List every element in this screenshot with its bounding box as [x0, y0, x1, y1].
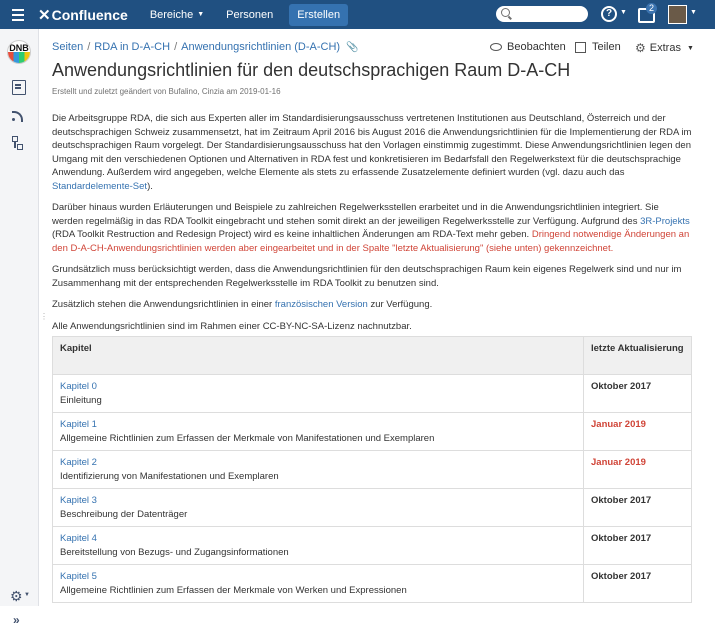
breadcrumb-item[interactable]: Seiten — [52, 41, 84, 53]
watch-button[interactable]: Beobachten — [490, 41, 566, 53]
paragraph-license: Alle Anwendungsrichtlinien sind im Rahmen einer CC-BY-NC-SA-Lizenz nachnutzbar. — [52, 320, 412, 332]
help-icon[interactable]: ? — [601, 6, 617, 22]
update-date: Oktober 2017 — [584, 565, 692, 603]
chapter-link[interactable]: Kapitel 0 — [60, 381, 97, 392]
breadcrumb: Seiten / RDA in D-A-CH / Anwendungsrichtlinien (D-A-CH) 📎 — [52, 41, 359, 53]
more-actions-button[interactable]: ⚙ Extras ▼ — [635, 41, 694, 55]
paragraph-intro: Die Arbeitsgruppe RDA, die sich aus Experten aller im Standardisierungsausschuss vertretenen Institutionen aus Deutschland, Österreich und der deutschsprachigen Schweiz zusammensetzt, hat im Zeitraum April 2016 bis August 2016 die Anwendungsrichtlinien für die Implementierung der RDA im deutschsprachigen Raum vorgelegt. Der Standardisierungsausschuss hat den Vorlagen einstimmig zugestimmt. Diese Anwendungsrichtlinien legen den Umgang mit den verschiedenen Optionen und Alternativen in RDA fest und konkretisieren im Bedarfsfall den Regelwerkstext für die deutschsprachige Anwendung. Außerdem wird angegeben, welche Elemente als stets zu erfassende Zusatzelemente definiert wurden (vgl. dazu auch das Standardelemente-Set). — [52, 113, 692, 192]
chapter-description: Beschreibung der Datenträger — [60, 508, 188, 520]
update-date: Oktober 2017 — [584, 527, 692, 565]
table-row — [53, 375, 692, 413]
search-icon — [501, 8, 510, 17]
chapter-link[interactable]: Kapitel 2 — [60, 457, 97, 468]
update-date: Oktober 2017 — [584, 489, 692, 527]
chapter-description: Allgemeine Richtlinien zum Erfassen der Merkmale von Werken und Expressionen — [60, 584, 407, 596]
update-date: Januar 2019 — [584, 451, 692, 489]
page-byline: Erstellt und zuletzt geändert von Bufalino, Cinzia am 2019-01-16 — [52, 87, 281, 96]
blog-feed-icon[interactable] — [12, 108, 24, 121]
breadcrumb-item[interactable]: RDA in D-A-CH — [94, 41, 171, 53]
gear-icon[interactable]: ⚙ — [10, 588, 23, 604]
table-row — [53, 451, 692, 489]
table-header-row — [53, 337, 692, 375]
share-button[interactable]: Teilen — [575, 41, 621, 53]
menu-icon[interactable] — [0, 0, 36, 29]
chapter-link[interactable]: Kapitel 1 — [60, 419, 97, 430]
link-french-version[interactable]: französischen Version — [274, 299, 368, 310]
chevron-down-icon: ▼ — [620, 9, 627, 16]
expand-sidebar-icon[interactable]: » — [13, 613, 20, 627]
table-row — [53, 565, 692, 603]
gear-icon: ⚙ — [635, 41, 646, 55]
nav-spaces[interactable]: Bereiche ▼ — [149, 8, 205, 21]
paragraph-french: Zusätzlich stehen die Anwendungsrichtlinien in einer französischen Version zur Verfügung. — [52, 299, 433, 310]
link-3r-project[interactable]: 3R-Projekts — [640, 215, 690, 227]
page-title: Anwendungsrichtlinien für den deutschsprachigen Raum D-A-CH — [52, 60, 571, 80]
sidebar — [0, 29, 39, 627]
page-content — [52, 112, 692, 341]
breadcrumb-item[interactable]: Anwendungsrichtlinien (D-A-CH) — [181, 41, 341, 53]
table-row — [53, 527, 692, 565]
nav-people[interactable]: Personen — [226, 8, 274, 21]
chapter-description: Identifizierung von Manifestationen und Exemplaren — [60, 470, 279, 482]
chapter-link[interactable]: Kapitel 5 — [60, 571, 97, 582]
create-button[interactable]: Erstellen — [289, 4, 348, 26]
confluence-x-icon: ✕ — [38, 6, 51, 24]
update-date: Oktober 2017 — [584, 375, 692, 413]
chapter-description: Einleitung — [60, 394, 102, 406]
eye-icon — [490, 43, 502, 51]
share-icon — [575, 42, 586, 53]
chevron-down-icon: ▼ — [24, 592, 30, 598]
pages-icon[interactable] — [12, 80, 26, 95]
paragraph-note: Grundsätzlich muss berücksichtigt werden, dass die Anwendungsrichtlinien für den deutschsprachigen Raum kein eigenes Regelwerk sind und nur im Zusammenhang mit der entsprechenden Regelwerksstelle im RDA Toolkit zu benutzen sind. — [52, 264, 682, 289]
page-tree-icon[interactable] — [12, 136, 24, 149]
column-header: letzte Aktualisierung — [584, 337, 692, 375]
search-input[interactable] — [496, 6, 588, 22]
chapter-link[interactable]: Kapitel 3 — [60, 495, 97, 506]
chapters-table — [52, 336, 692, 603]
update-date: Januar 2019 — [584, 413, 692, 451]
resize-handle[interactable]: ⋮ — [40, 312, 48, 321]
paragraph-explanations: Darüber hinaus wurden Erläuterungen und Beispiele zu zahlreichen Regelwerksstellen erarbeitet und in die Anwendungsrichtlinien integriert. Sie werden regelmäßig in das RDA Toolkit eingebracht und stehen somit direkt an der jeweiligen Regelwerksstelle zur Verfügung. Aufgrund des 3R-Projekts (RDA Toolkit Restruction and Redesign Project) wird es keine inhaltlichen Änderungen am RDA-Text mehr geben. Dringend notwendige Änderungen an den D-A-CH-Anwendungsrichtlinien werden aber eingearbeitet und in der Spalte "letzte Aktualisierung" (siehe unten) gekennzeichnet. — [52, 202, 690, 254]
notification-badge: 2 — [646, 3, 657, 14]
attachment-icon[interactable]: 📎 — [346, 42, 359, 53]
table-row — [53, 413, 692, 451]
column-header: Kapitel — [53, 337, 584, 375]
user-avatar[interactable] — [668, 5, 687, 24]
space-logo[interactable]: DNB — [7, 40, 31, 64]
chapter-description: Allgemeine Richtlinien zum Erfassen der Merkmale von Manifestationen und Exemplaren — [60, 432, 435, 444]
chevron-down-icon: ▼ — [686, 44, 694, 52]
confluence-logo[interactable]: ✕ Confluence — [38, 6, 128, 24]
chevron-down-icon: ▼ — [197, 11, 205, 18]
table-row — [53, 489, 692, 527]
chapter-link[interactable]: Kapitel 4 — [60, 533, 97, 544]
chapter-description: Bereitstellung von Bezugs- und Zugangsinformationen — [60, 546, 289, 558]
link-standardelemente[interactable]: Standardelemente-Set — [52, 180, 148, 192]
chevron-down-icon: ▼ — [690, 9, 697, 16]
notice-text: Dringend notwendige Änderungen an den D-A-CH-Anwendungsrichtlinien werden aber eingearbeitet und in der Spalte "letzte Aktualisierung" (siehe unten) gekennzeichnet. — [52, 229, 690, 254]
